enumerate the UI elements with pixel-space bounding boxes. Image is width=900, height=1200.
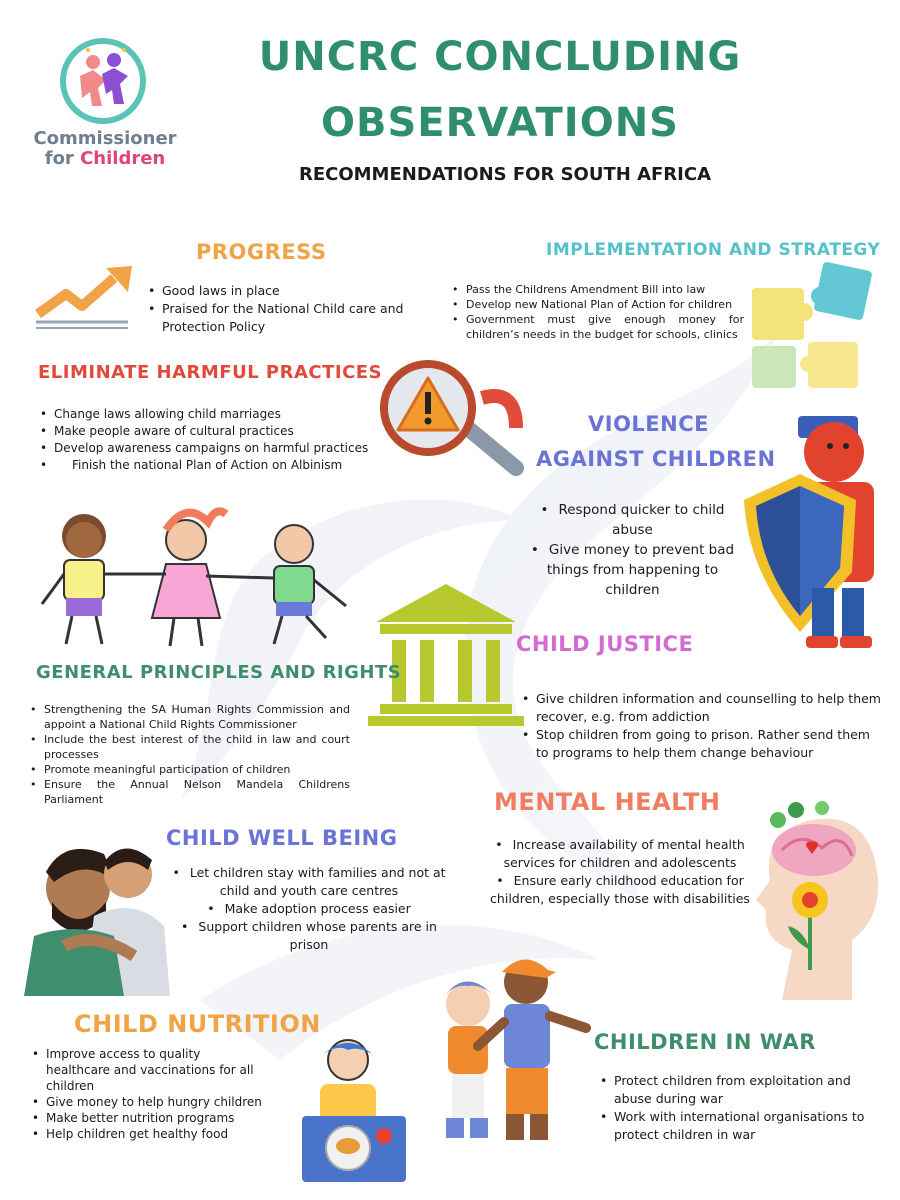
list-item: • Strengthening the SA Human Rights Commission and appoint a National Child Rights Commissioner bbox=[30, 702, 350, 732]
growth-arrow-icon bbox=[28, 262, 138, 334]
list-item: • Government must give enough money for children’s needs in the budget for schools, clinics bbox=[452, 312, 744, 342]
justice-heading: CHILD JUSTICE bbox=[516, 632, 694, 656]
list-item: • Change laws allowing child marriages bbox=[40, 406, 390, 423]
general-heading: GENERAL PRINCIPLES AND RIGHTS bbox=[36, 662, 402, 683]
implementation-heading: IMPLEMENTATION AND STRATEGY bbox=[546, 240, 881, 260]
list-item: • Give money to help hungry children bbox=[32, 1094, 262, 1110]
page-title-line2: OBSERVATIONS bbox=[321, 100, 679, 146]
list-item: • Develop awareness campaigns on harmful practices bbox=[40, 440, 390, 457]
violence-heading-line2: AGAINST CHILDREN bbox=[536, 447, 776, 471]
list-item: • Respond quicker to child abuse bbox=[520, 500, 745, 540]
wellbeing-list bbox=[168, 864, 450, 954]
head-brain-flower-icon bbox=[752, 800, 892, 1010]
logo-line1: Commissioner bbox=[33, 128, 177, 149]
list-item: • Make adoption process easier bbox=[168, 900, 450, 918]
father-child-hug-icon bbox=[24, 826, 174, 996]
child-eating-icon bbox=[298, 1036, 408, 1186]
page-title-line1: UNCRC CONCLUDING bbox=[258, 34, 742, 80]
nutrition-list bbox=[32, 1046, 262, 1142]
list-item: • Help children get healthy food bbox=[32, 1126, 262, 1142]
progress-list bbox=[148, 282, 418, 336]
list-item: • Pass the Childrens Amendment Bill into law bbox=[452, 282, 744, 297]
list-item: • Ensure early childhood education for children, especially those with disabilities bbox=[470, 872, 770, 908]
general-list bbox=[30, 702, 350, 807]
logo-line2 bbox=[30, 148, 180, 169]
list-item: • Improve access to quality healthcare and vaccinations for all children bbox=[32, 1046, 262, 1094]
nutrition-heading: CHILD NUTRITION bbox=[74, 1010, 321, 1038]
child-shield-icon bbox=[738, 412, 888, 652]
list-item: • Support children whose parents are in prison bbox=[168, 918, 450, 954]
implementation-list bbox=[452, 282, 744, 342]
progress-heading: PROGRESS bbox=[196, 240, 327, 264]
logo-for: for bbox=[44, 148, 74, 169]
list-item: • Good laws in place bbox=[148, 282, 418, 300]
justice-list bbox=[522, 690, 882, 762]
war-heading: CHILDREN IN WAR bbox=[594, 1030, 816, 1054]
harmful-heading: ELIMINATE HARMFUL PRACTICES bbox=[38, 362, 383, 383]
children-helping-icon bbox=[426, 950, 606, 1150]
list-item: • Make people aware of cultural practices bbox=[40, 423, 390, 440]
list-item: • Give children information and counselling to help them recover, e.g. from addiction bbox=[522, 690, 882, 726]
logo bbox=[30, 30, 180, 170]
court-building-icon bbox=[366, 580, 526, 730]
list-item: • Make better nutrition programs bbox=[32, 1110, 262, 1126]
page-subtitle: RECOMMENDATIONS FOR SOUTH AFRICA bbox=[298, 164, 712, 185]
list-item: • Ensure the Annual Nelson Mandela Childrens Parliament bbox=[30, 777, 350, 807]
mental-list bbox=[470, 836, 770, 908]
logo-children: Children bbox=[80, 148, 166, 169]
list-item: • Praised for the National Child care and Protection Policy bbox=[148, 300, 418, 336]
list-item: • Protect children from exploitation and abuse during war bbox=[600, 1072, 880, 1108]
list-item: • Give money to prevent bad things from happening to children bbox=[520, 540, 745, 600]
list-item: • Finish the national Plan of Action on Albinism bbox=[40, 457, 390, 474]
list-item: • Let children stay with families and not at child and youth care centres bbox=[168, 864, 450, 900]
wellbeing-heading: CHILD WELL BEING bbox=[166, 826, 398, 850]
puzzle-icon bbox=[748, 262, 878, 392]
mental-heading: MENTAL HEALTH bbox=[494, 788, 721, 816]
list-item: • Stop children from going to prison. Rather send them to programs to help them change behaviour bbox=[522, 726, 882, 762]
children-holding-hands-icon bbox=[36, 500, 356, 650]
list-item: • Promote meaningful participation of children bbox=[30, 762, 350, 777]
list-item: • Increase availability of mental health services for children and adolescents bbox=[470, 836, 770, 872]
logo-emblem-icon bbox=[58, 36, 148, 126]
list-item: • Work with international organisations to protect children in war bbox=[600, 1108, 880, 1144]
violence-list bbox=[520, 500, 745, 600]
violence-heading-line1: VIOLENCE bbox=[588, 412, 709, 436]
list-item: • Develop new National Plan of Action for children bbox=[452, 297, 744, 312]
magnifier-warning-icon bbox=[366, 358, 536, 488]
list-item: • Include the best interest of the child in law and court processes bbox=[30, 732, 350, 762]
war-list bbox=[600, 1072, 880, 1144]
harmful-list bbox=[40, 406, 390, 474]
